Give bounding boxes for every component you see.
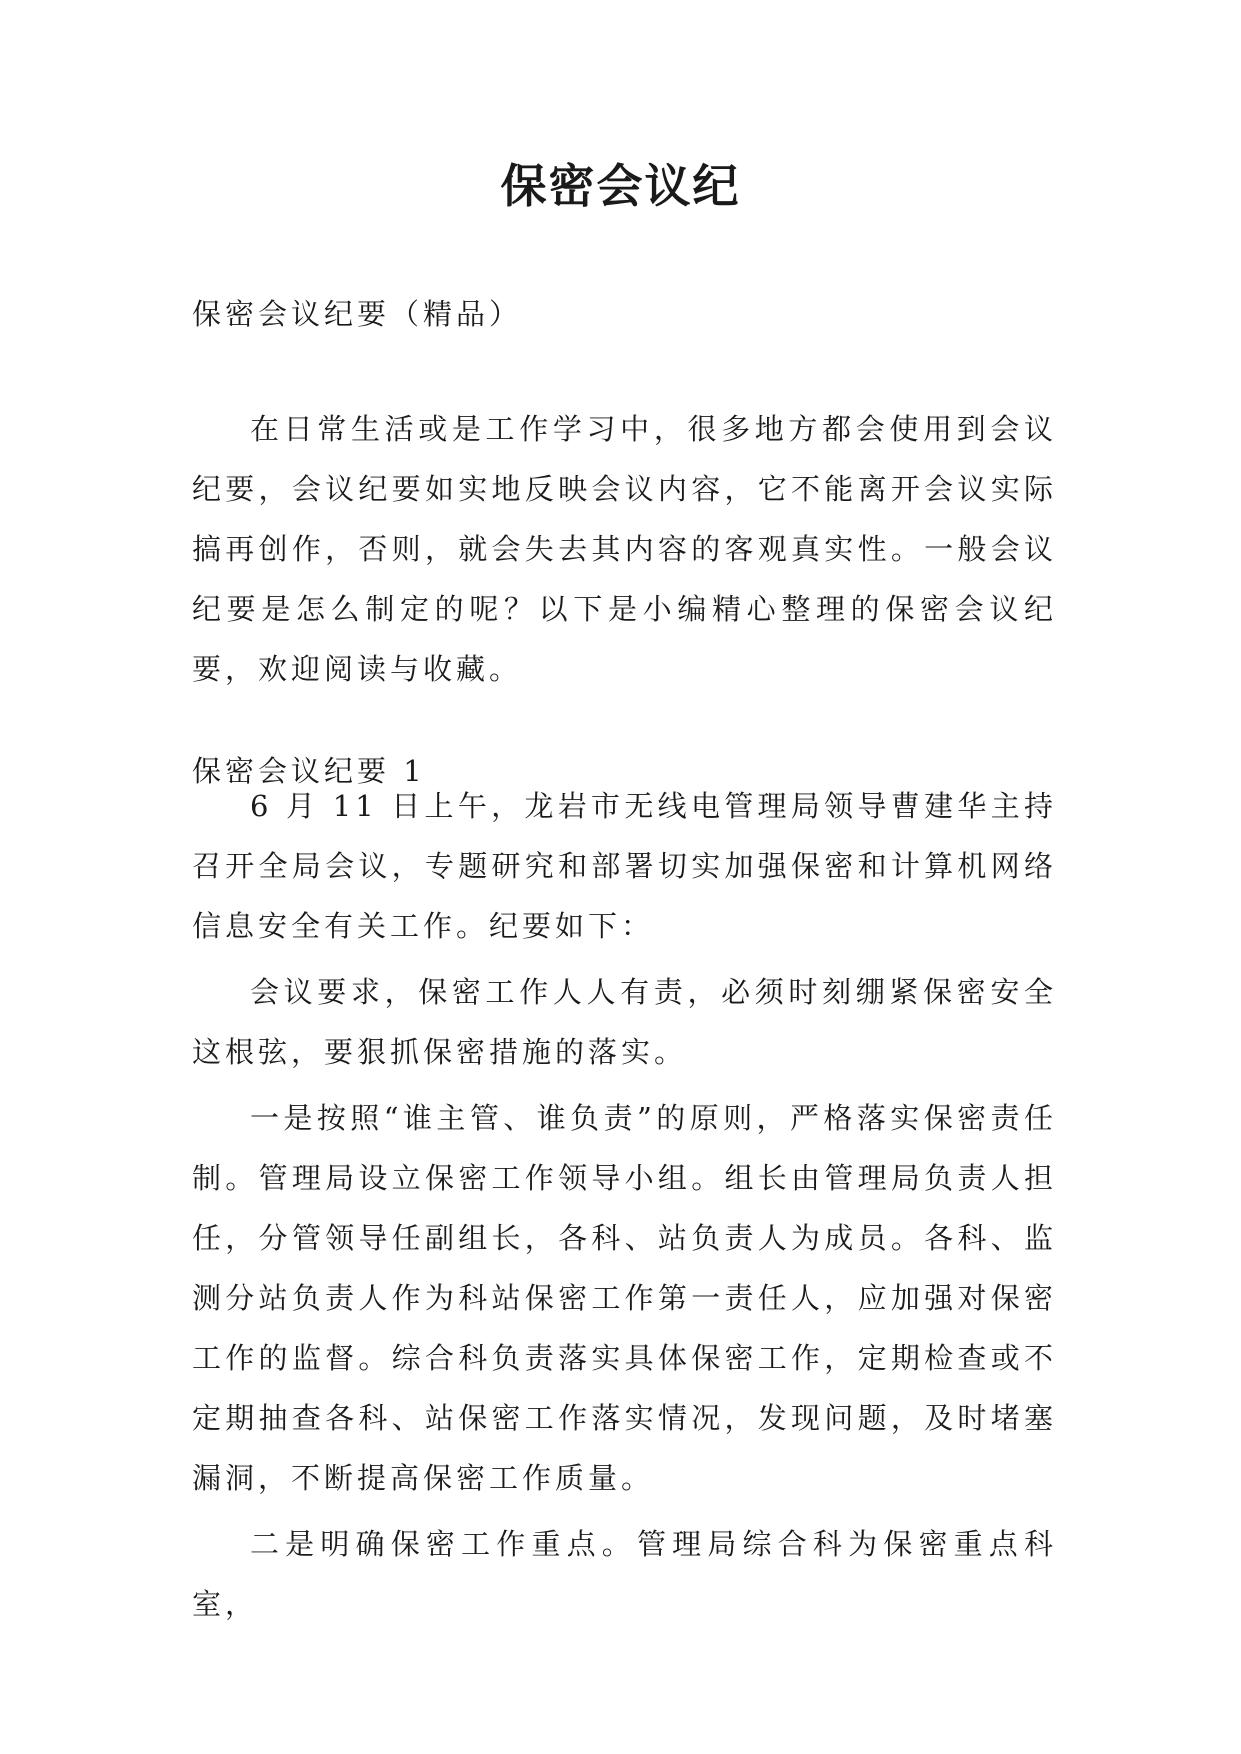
paragraph-2: 会议要求，保密工作人人有责，必须时刻绷紧保密安全这根弦，要狠抓保密措施的落实。 (192, 975, 1057, 1069)
intro-paragraph: 在日常生活或是工作学习中，很多地方都会使用到会议纪要，会议纪要如实地反映会议内容，它不能离开会议实际搞再创作，否则，就会失去其内容的客观真实性。一般会议纪要是怎么制定的呢？以下是小编精心整理的保密会议纪要，欢迎阅读与收藏。 (192, 412, 1057, 686)
document-subtitle: 保密会议纪要（精品） (192, 297, 523, 331)
document-title: 保密会议纪 (500, 159, 741, 213)
intro-block (192, 399, 1057, 699)
paragraph-4: 二是明确保密工作重点。管理局综合科为保密重点科室， (192, 1527, 1057, 1621)
section-body (192, 776, 1057, 1634)
section-heading: 保密会议纪要 1 (192, 754, 426, 788)
paragraph-1: 6 月 11 日上午，龙岩市无线电管理局领导曹建华主持召开全局会议，专题研究和部署切实加强保密和计算机网络信息安全有关工作。纪要如下： (192, 789, 1057, 943)
paragraph-3: 一是按照“谁主管、谁负责”的原则，严格落实保密责任制。管理局设立保密工作领导小组。组长由管理局负责人担任，分管领导任副组长，各科、站负责人为成员。各科、监测分站负责人作为科站保密工作第一责任人，应加强对保密工作的监督。综合科负责落实具体保密工作，定期检查或不定期抽查各科、站保密工作落实情况，发现问题，及时堵塞漏洞，不断提高保密工作质量。 (192, 1101, 1057, 1495)
